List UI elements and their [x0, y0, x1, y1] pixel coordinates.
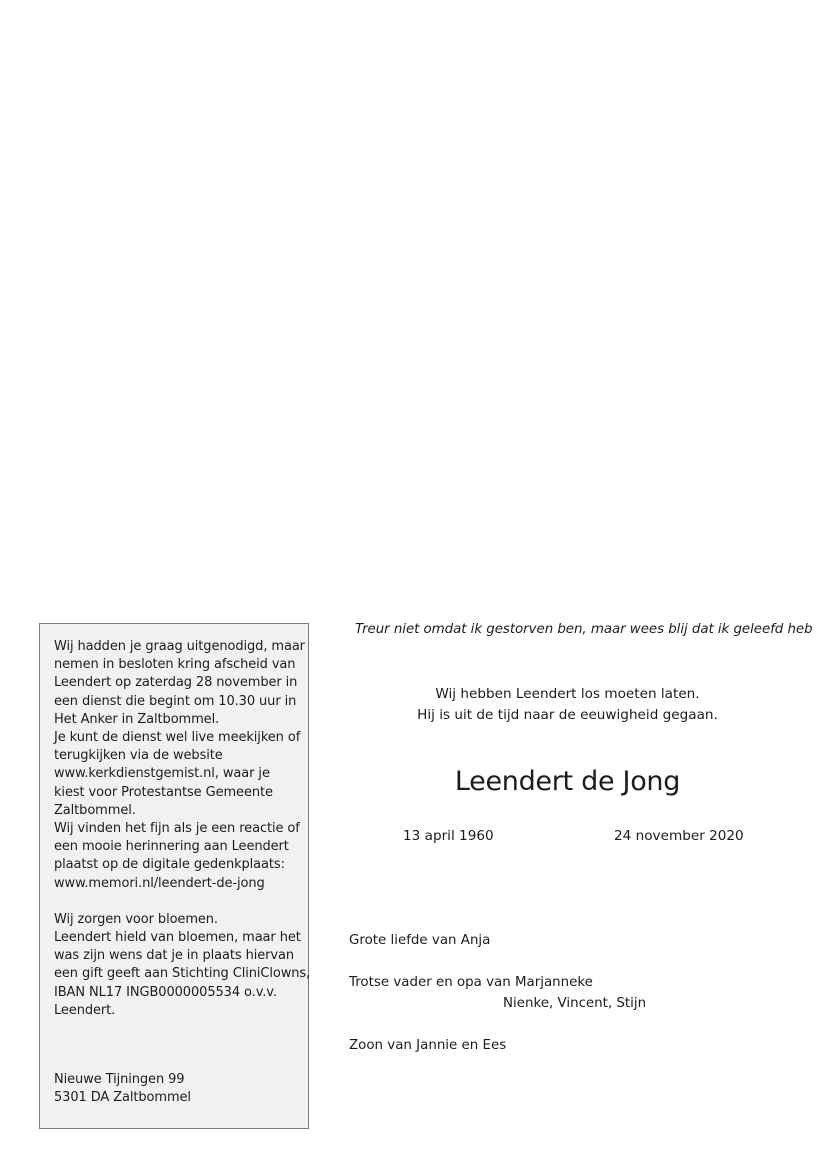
- text-line: een mooie herinnering aan Leendert: [54, 839, 289, 855]
- paragraph-gap: [54, 893, 308, 911]
- family-line-children: Trotse vader en opa van Marjanneke: [349, 975, 593, 990]
- iban-line: IBAN NL17 INGB0000005534 o.v.v.: [54, 984, 277, 1000]
- memorial-url: www.memori.nl/leendert-de-jong: [54, 875, 265, 891]
- text-line: terugkijken via de website: [54, 748, 223, 764]
- death-date: 24 november 2020: [614, 828, 744, 844]
- text-line: was zijn wens dat je in plaats hiervan: [54, 948, 294, 964]
- text-line: Leendert op zaterdag 28 november in: [54, 675, 298, 691]
- invitation-panel: [39, 623, 309, 1129]
- family-line-parents: Zoon van Jannie en Ees: [349, 1038, 507, 1053]
- text-line: Zaltbommel.: [54, 802, 136, 818]
- memorial-quote: Treur niet omdat ik gestorven ben, maar wees blij dat ik geleefd heb: [355, 622, 813, 637]
- text-line: Leendert.: [54, 1002, 116, 1018]
- website-url: www.kerkdienstgemist.nl, waar je: [54, 766, 270, 782]
- intro-line: Hij is uit de tijd naar de eeuwigheid gegaan.: [417, 707, 718, 723]
- text-line: Wij zorgen voor bloemen.: [54, 911, 218, 927]
- address-street: Nieuwe Tijningen 99: [54, 1072, 185, 1087]
- text-line: een gift geeft aan Stichting CliniClowns,: [54, 966, 311, 982]
- family-line-grandchildren: Nienke, Vincent, Stijn: [503, 996, 647, 1011]
- text-line: Wij vinden het fijn als je een reactie of: [54, 821, 300, 837]
- text-line: plaatst op de digitale gedenkplaats:: [54, 857, 285, 873]
- birth-date: 13 april 1960: [403, 828, 494, 844]
- text-line: Leendert hield van bloemen, maar het: [54, 930, 301, 946]
- text-line: een dienst die begint om 10.30 uur in: [54, 693, 297, 709]
- text-line: Je kunt de dienst wel live meekijken of: [54, 730, 301, 746]
- flowers-paragraph: [54, 911, 311, 1020]
- address-block: [54, 1071, 191, 1107]
- family-line-partner: Grote liefde van Anja: [349, 933, 491, 948]
- invitation-paragraph: [54, 638, 308, 893]
- address-city: 5301 DA Zaltbommel: [54, 1090, 191, 1106]
- intro-line: Wij hebben Leendert los moeten laten.: [435, 686, 700, 702]
- intro-text: [355, 684, 780, 726]
- text-line: Wij hadden je graag uitgenodigd, maar: [54, 639, 305, 654]
- text-line: nemen in besloten kring afscheid van: [54, 657, 296, 673]
- deceased-name: Leendert de Jong: [454, 766, 681, 797]
- text-line: kiest voor Protestantse Gemeente: [54, 784, 273, 800]
- text-line: Het Anker in Zaltbommel.: [54, 711, 220, 727]
